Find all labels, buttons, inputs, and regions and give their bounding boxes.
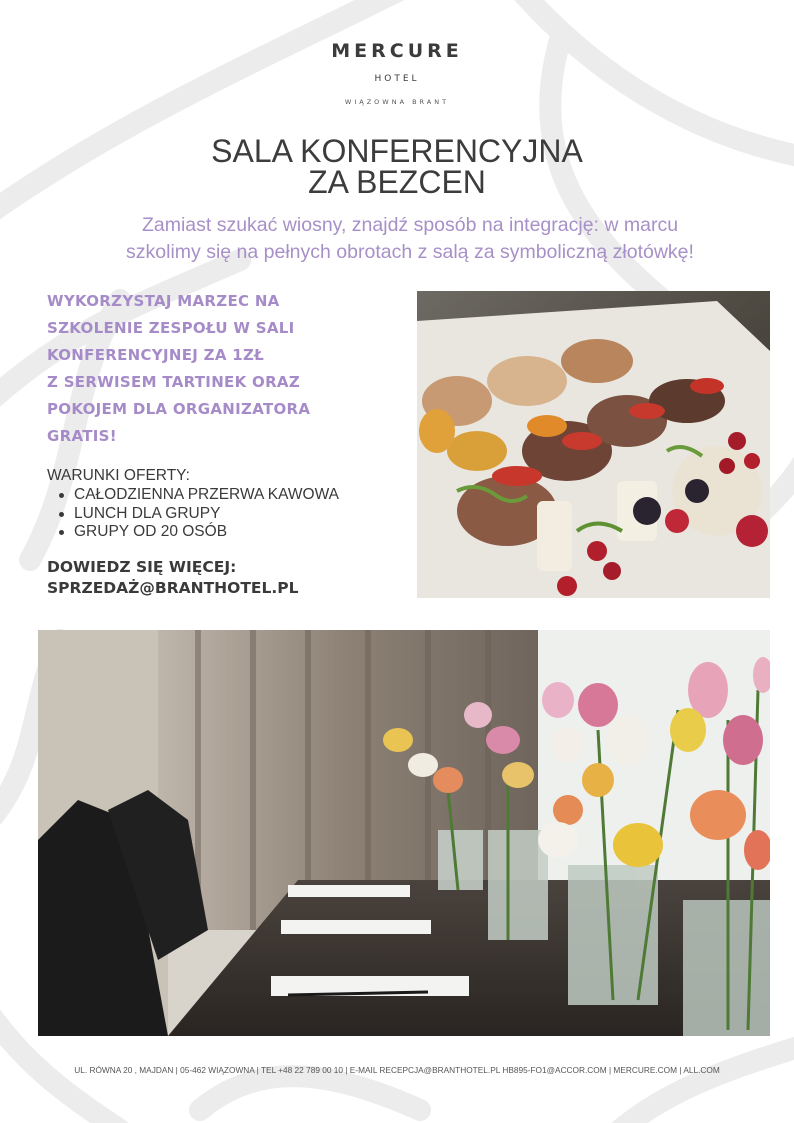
bullet-icon (59, 512, 64, 517)
hotel-logo (0, 40, 794, 106)
list-item (47, 505, 407, 524)
canape-photo (417, 291, 770, 598)
bullet-icon (59, 530, 64, 535)
logo-brand: MERCURE (331, 40, 463, 62)
list-item-label: CAŁODZIENNA PRZERWA KAWOWA (74, 486, 339, 503)
conditions-title: WARUNKI OFERTY: (47, 467, 190, 484)
offer-conditions (47, 466, 407, 542)
contact-email-link[interactable]: SPRZEDAŻ@BRANTHOTEL.PL (47, 579, 299, 597)
contact-block (47, 557, 407, 599)
logo-subtitle: HOTEL (374, 74, 420, 84)
promo-line: GRATIS! (47, 427, 117, 445)
conditions-list (47, 486, 407, 542)
bullet-icon (59, 493, 64, 498)
promo-line: POKOJEM DLA ORGANIZATORA (47, 400, 311, 418)
title-line-2: ZA BEZCEN (308, 164, 486, 200)
intro-line-2: szkolimy się na pełnych obrotach z salą za symboliczną złotówkę! (126, 241, 694, 263)
footer-address: UL. RÓWNA 20 , MAJDAN | 05-462 WIĄZOWNA | TEL +48 22 789 00 10 | E-MAIL RECEPCJA@BRANTHOTEL.PL HB895-FO1@ACCOR.COM | MERCURE.COM | ALL.COM (74, 1065, 720, 1075)
promo-line: SZKOLENIE ZESPOŁU W SALI (47, 319, 295, 337)
list-item (47, 486, 407, 505)
list-item-label: LUNCH DLA GRUPY (74, 504, 221, 522)
page-title (0, 133, 794, 200)
promo-line: Z SERWISEM TARTINEK ORAZ (47, 373, 301, 391)
promo-line: KONFERENCYJNEJ ZA 1ZŁ (47, 346, 265, 364)
conference-room-photo (38, 630, 770, 1036)
logo-location: WIĄZOWNA BRANT (344, 98, 450, 106)
promo-line: WYKORZYSTAJ MARZEC NA (47, 292, 280, 310)
intro-text (60, 212, 760, 266)
intro-line-1: Zamiast szukać wiosny, znajdź sposób na integrację: w marcu (141, 214, 679, 236)
list-item-label: GRUPY OD 20 OSÓB (74, 523, 228, 540)
contact-heading: DOWIEDZ SIĘ WIĘCEJ: (47, 558, 237, 576)
title-line-1: SALA KONFERENCYJNA (211, 133, 583, 169)
promo-text (47, 288, 417, 450)
list-item (47, 523, 407, 542)
